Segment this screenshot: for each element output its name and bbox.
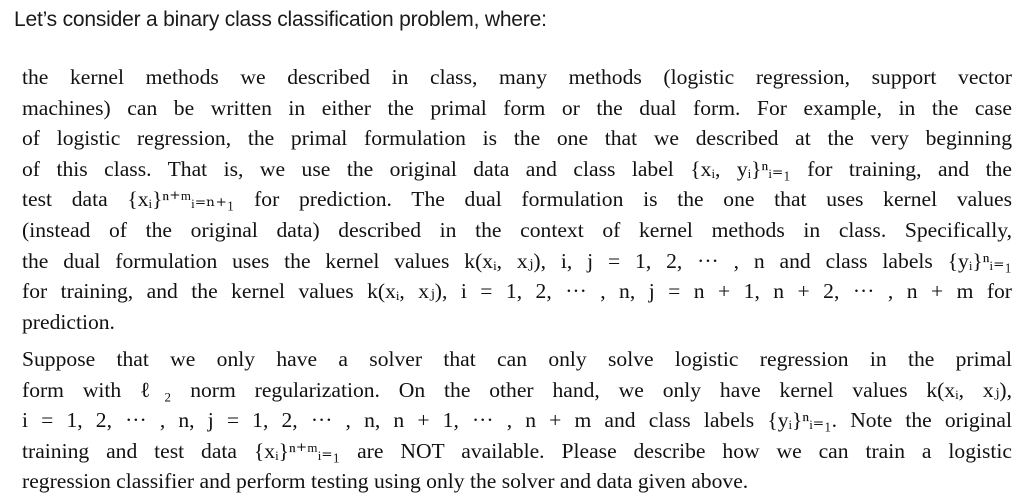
paragraph-line: training and test data {xᵢ}ⁿ⁺ᵐᵢ₌₁ are NOT available. Please describe how we can train a logistic <box>22 438 1012 463</box>
paragraph-line: the dual formulation uses the kernel values k(xᵢ, xⱼ), i, j = 1, 2, ··· , n and class labels {yᵢ}ⁿᵢ₌₁ <box>22 248 1012 273</box>
paragraph-line: Suppose that we only have a solver that can only solve logistic regression in the primal <box>22 347 1012 371</box>
paragraph-line: of this class. That is, we use the original data and class label {xᵢ, yᵢ}ⁿᵢ₌₁ for training, and the <box>22 156 1012 181</box>
paragraph-line: of logistic regression, the primal formulation is the one that we described at the very beginning <box>22 126 1012 151</box>
problem-heading: Let’s consider a binary class classification problem, where: <box>14 8 547 31</box>
paragraph-primal-dual <box>22 62 1012 337</box>
paragraph-question <box>22 344 1012 497</box>
paragraph-line: i = 1, 2, ··· , n, j = 1, 2, ··· , n, n + 1, ··· , n + m and class labels {yᵢ}ⁿᵢ₌₁. Note the original <box>22 408 1012 433</box>
paragraph-line: regression classifier and perform testing using only the solver and data given above. <box>22 469 749 494</box>
paragraph-line: form with ℓ₂ norm regularization. On the other hand, we only have kernel values k(xᵢ, xⱼ), <box>22 377 1012 402</box>
paragraph-line: prediction. <box>22 309 115 334</box>
paragraph-line: for training, and the kernel values k(xᵢ, xⱼ), i = 1, 2, ··· , n, j = n + 1, n + 2, ··· , n + m for <box>22 279 1012 304</box>
paragraph-line: (instead of the original data) described in the context of kernel methods in class. Specifically, <box>22 217 1012 242</box>
paragraph-line: test data {xᵢ}ⁿ⁺ᵐᵢ₌ₙ₊₁ for prediction. The dual formulation is the one that uses kernel values <box>22 187 1012 212</box>
paragraph-line: the kernel methods we described in class, many methods (logistic regression, support vector <box>22 65 1012 89</box>
paragraph-line: machines) can be written in either the primal form or the dual form. For example, in the case <box>22 95 1012 120</box>
